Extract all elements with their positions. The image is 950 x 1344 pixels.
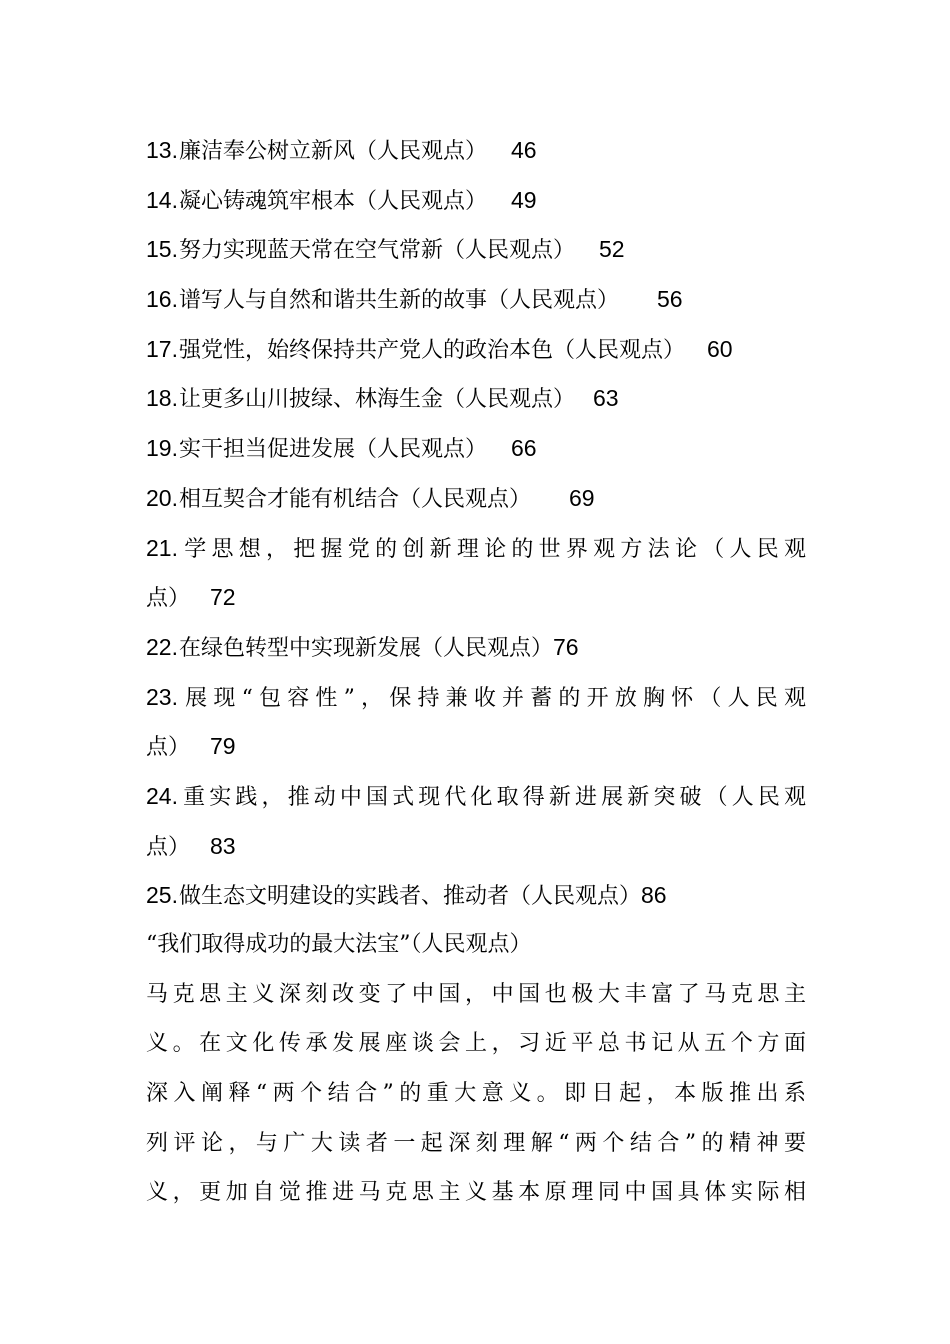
- toc-entry-25[interactable]: [146, 875, 806, 925]
- toc-page-number: 86: [641, 882, 667, 909]
- toc-number: 25.: [146, 882, 178, 909]
- toc-page-number: 66: [511, 435, 537, 462]
- toc-title: 实干担当促进发展（人民观点）: [178, 437, 487, 463]
- toc-page-number: 56: [657, 286, 683, 313]
- toc-entry-19[interactable]: [146, 428, 806, 478]
- toc-title: 让更多山川披绿、林海生金（人民观点）: [178, 387, 575, 413]
- toc-page-number: 79: [210, 733, 236, 760]
- toc-number: 16.: [146, 286, 178, 313]
- toc-number: 21.: [146, 534, 178, 561]
- toc-page-number: 60: [707, 335, 733, 362]
- toc-title: 谱写人与自然和谐共生新的故事（人民观点）: [178, 288, 619, 314]
- toc-page-number: 72: [210, 584, 236, 611]
- article-heading: “我们取得成功的最大法宝”（人民观点）: [146, 932, 532, 957]
- toc-title: 展现“包容性”，保持兼收并蓄的开放胸怀（人民观: [178, 685, 806, 711]
- toc-entry-23-continued[interactable]: [146, 726, 806, 776]
- toc-title: 凝心铸魂筑牢根本（人民观点）: [178, 188, 487, 214]
- toc-page-number: 76: [553, 633, 579, 660]
- toc-entry-13[interactable]: [146, 130, 806, 180]
- article-body-line: 义。在文化传承发展座谈会上，习近平总书记从五个方面: [146, 1031, 806, 1057]
- toc-entry-16[interactable]: [146, 279, 806, 329]
- toc-entry-17[interactable]: [146, 329, 806, 379]
- article-body-line: 马克思主义深刻改变了中国，中国也极大丰富了马克思主: [146, 981, 806, 1007]
- article-body-line: 义，更加自觉推进马克思主义基本原理同中国具体实际相: [146, 1180, 806, 1206]
- toc-entry-24[interactable]: [146, 776, 806, 826]
- toc-entry-23[interactable]: [146, 677, 806, 727]
- toc-title: 学思想，把握党的创新理论的世界观方法论（人民观: [178, 536, 806, 562]
- toc-title: 相互契合才能有机结合（人民观点）: [178, 486, 531, 512]
- toc-number: 24.: [146, 782, 178, 809]
- toc-number: 23.: [146, 683, 178, 710]
- toc-page-number: 83: [210, 832, 236, 859]
- toc-number: 22.: [146, 633, 178, 660]
- toc-number: 14.: [146, 186, 178, 213]
- toc-title: 努力实现蓝天常在空气常新（人民观点）: [178, 238, 575, 264]
- toc-title-continued: 点）: [146, 586, 191, 612]
- toc-entry-14[interactable]: [146, 180, 806, 230]
- toc-and-article: [146, 130, 806, 1223]
- toc-entry-21-continued[interactable]: [146, 577, 806, 627]
- toc-page-number: 49: [511, 186, 537, 213]
- toc-entry-15[interactable]: [146, 229, 806, 279]
- toc-title: 廉洁奉公树立新风（人民观点）: [178, 139, 487, 164]
- toc-number: 18.: [146, 385, 178, 412]
- toc-number: 19.: [146, 435, 178, 462]
- toc-page-number: 63: [593, 385, 619, 412]
- toc-entry-18[interactable]: [146, 378, 806, 428]
- toc-entry-22[interactable]: [146, 627, 806, 677]
- toc-number: 15.: [146, 236, 178, 263]
- toc-entry-20[interactable]: [146, 478, 806, 528]
- toc-title: 做生态文明建设的实践者、推动者（人民观点）: [178, 884, 641, 910]
- toc-entry-21[interactable]: [146, 528, 806, 578]
- toc-title: 重实践，推动中国式现代化取得新进展新突破（人民观: [178, 784, 806, 810]
- toc-number: 17.: [146, 335, 178, 362]
- toc-page-number: 46: [511, 137, 537, 163]
- toc-title: 强党性，始终保持共产党人的政治本色（人民观点）: [178, 337, 685, 363]
- toc-number: 20.: [146, 484, 178, 511]
- toc-page-number: 69: [569, 484, 595, 511]
- toc-title: 在绿色转型中实现新发展（人民观点）: [178, 635, 553, 661]
- toc-entry-24-continued[interactable]: [146, 826, 806, 876]
- article-body-line: 深入阐释“两个结合”的重大意义。即日起，本版推出系: [146, 1081, 806, 1107]
- toc-title-continued: 点）: [146, 735, 191, 761]
- toc-title-continued: 点）: [146, 834, 191, 860]
- toc-page-number: 52: [599, 236, 625, 263]
- toc-number: 13.: [146, 137, 178, 163]
- article-body-line: 列评论，与广大读者一起深刻理解“两个结合”的精神要: [146, 1130, 806, 1156]
